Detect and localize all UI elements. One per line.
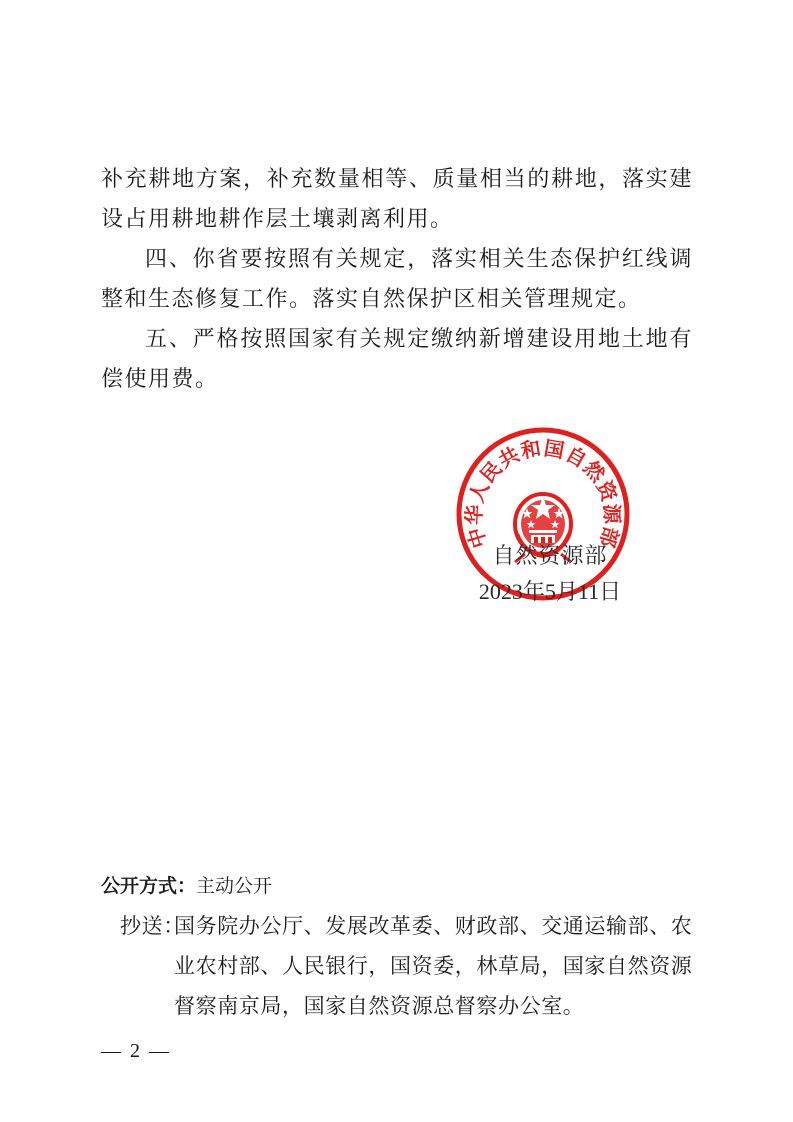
document-body: [101, 160, 693, 400]
cc-label: 抄送：: [120, 914, 185, 938]
cc-block: [120, 906, 700, 1026]
body-paragraph-item-4: 四、你省要按照有关规定，落实相关生态保护红线调整和生态修复工作。落实自然保护区相关管理规定。: [101, 247, 693, 312]
page-number: — 2 —: [101, 1040, 171, 1062]
body-paragraph-continuation: 补充耕地方案，补充数量相等、质量相当的耕地，落实建设占用耕地耕作层土壤剥离利用。: [101, 167, 693, 232]
seal-ring-text: 中华人民共和国自然资源部: [461, 435, 625, 551]
disclosure-label: 公开方式：: [101, 875, 197, 897]
cc-recipients: 国务院办公厅、发展改革委、财政部、交通运输部、农业农村部、人民银行，国资委，林草局，国家自然资源督察南京局，国家自然资源总督察办公室。: [174, 914, 693, 1018]
disclosure-value: 主动公开: [196, 875, 273, 897]
disclosure-line: [101, 872, 272, 900]
issuing-organization: 自然资源部: [492, 543, 608, 568]
body-paragraph-item-5: 五、严格按照国家有关规定缴纳新增建设用地土地有偿使用费。: [101, 327, 693, 392]
signature-block: [470, 538, 630, 610]
issue-date: 2023年5月11日: [478, 579, 622, 604]
